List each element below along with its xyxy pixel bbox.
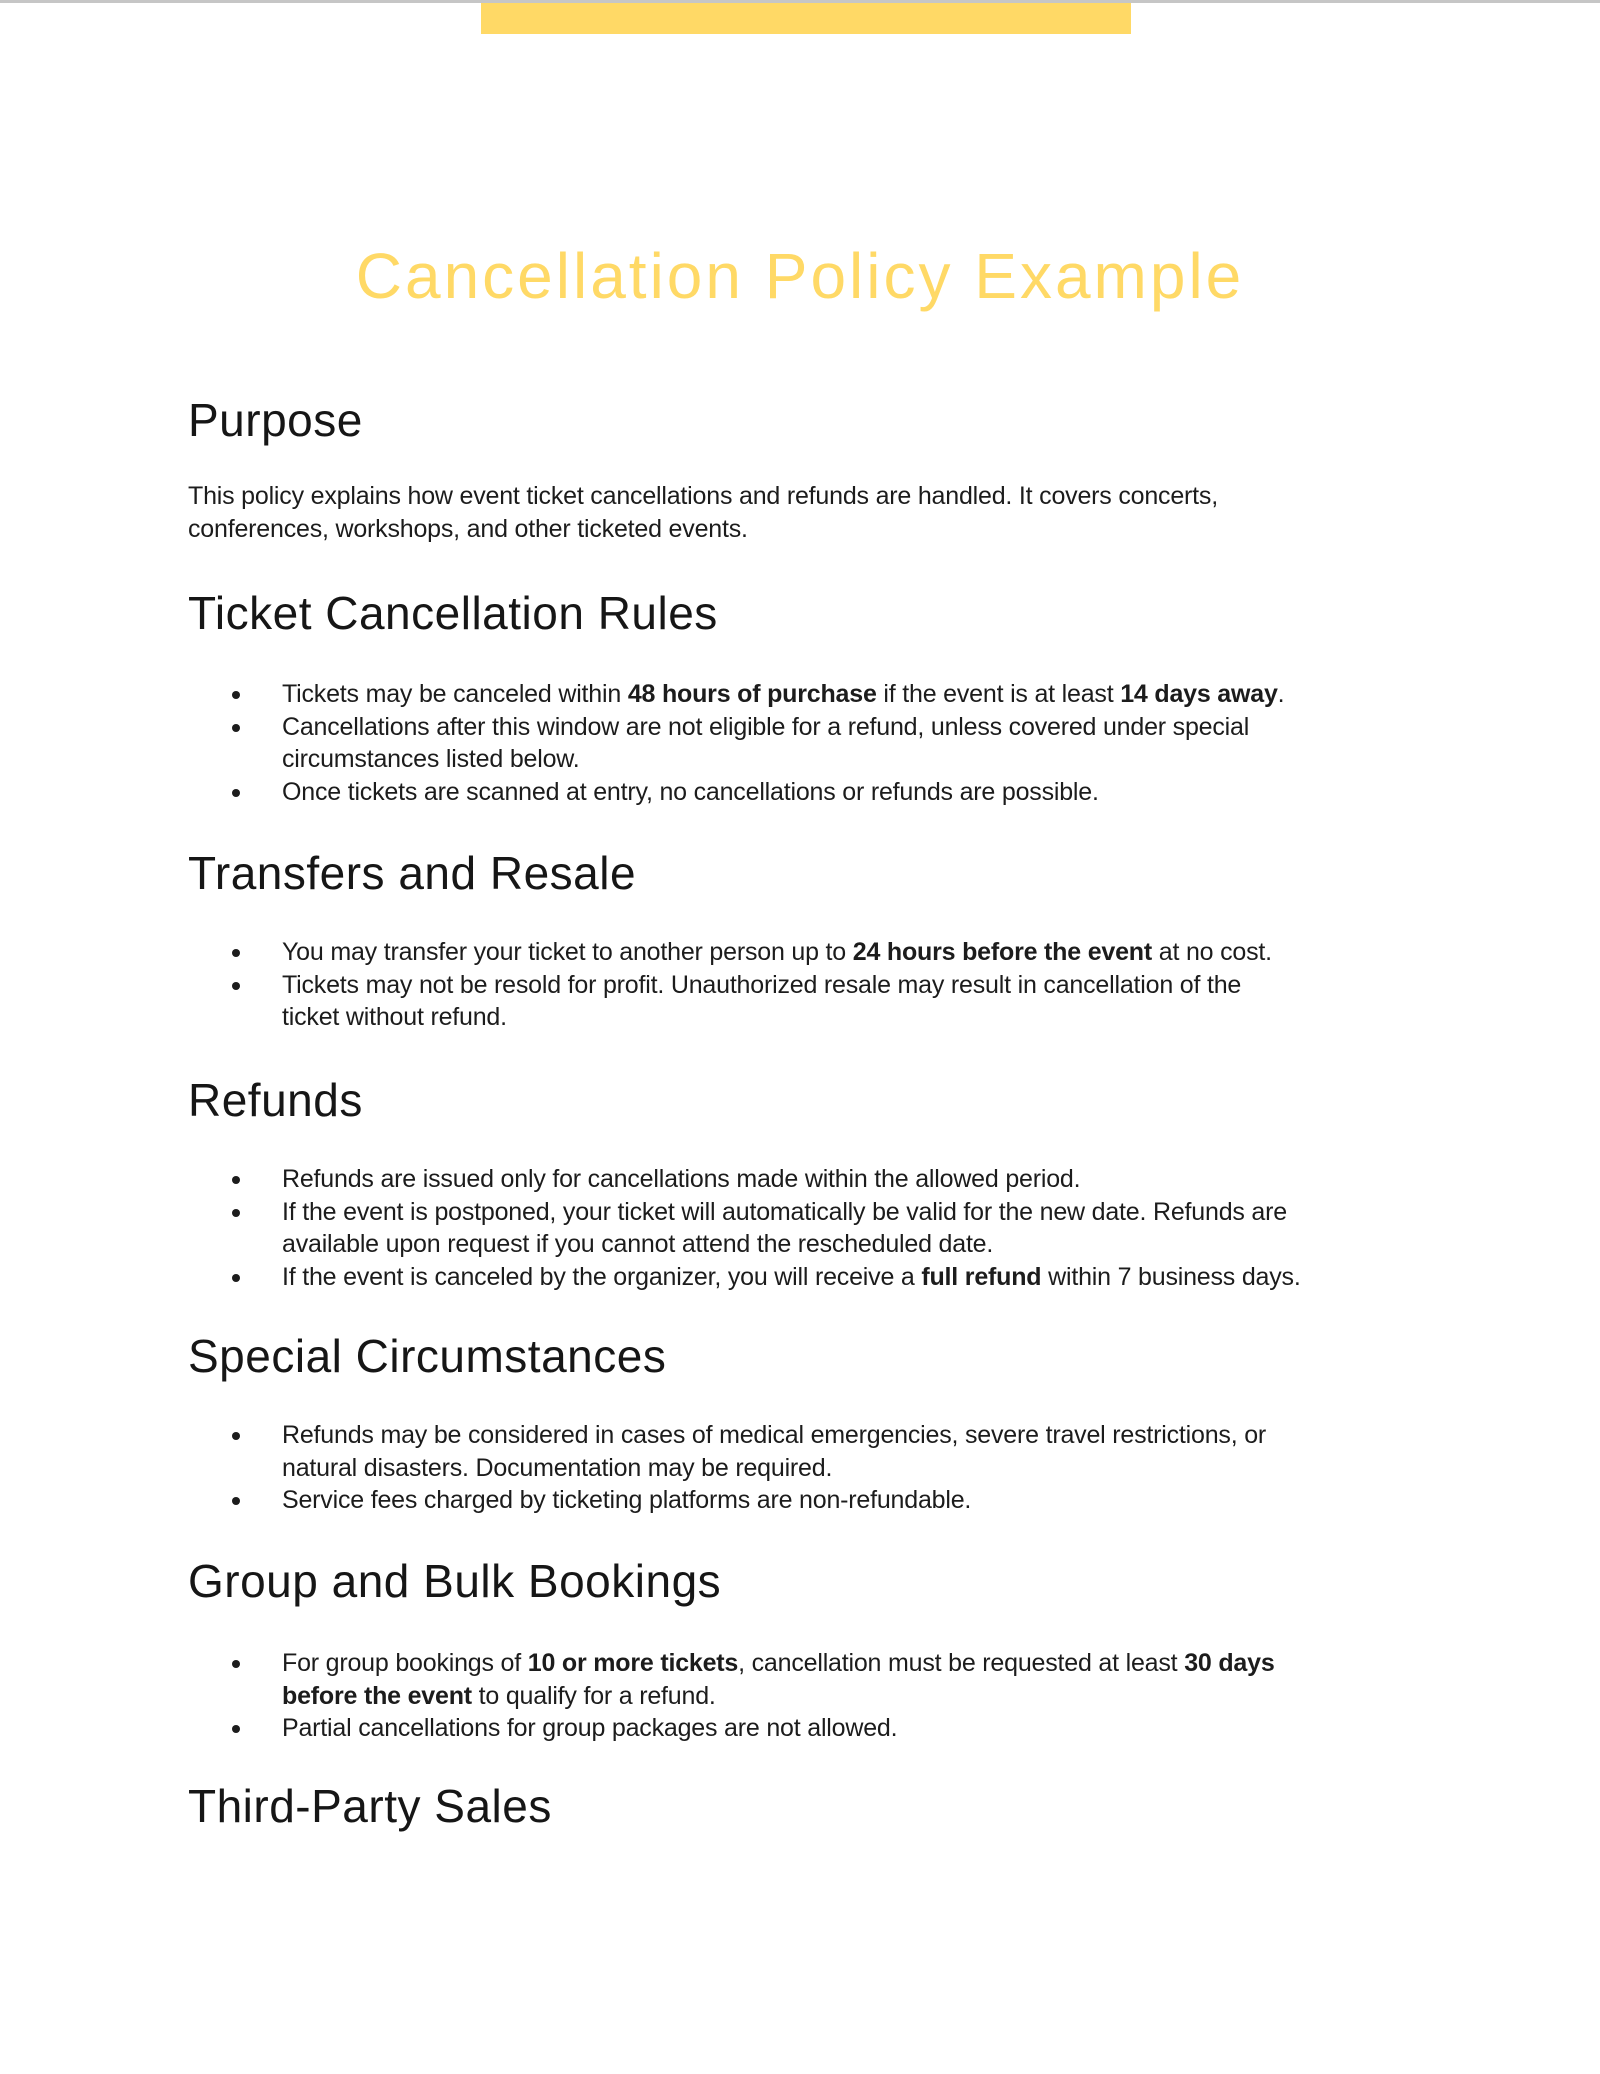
- body-text: ticket without refund.: [282, 1003, 507, 1031]
- body-text: , cancellation must be requested at least: [738, 1649, 1185, 1677]
- bullet-line: [282, 1001, 1540, 1034]
- body-text: at no cost.: [1152, 938, 1272, 966]
- body-text: This policy explains how event ticket cancellations and refunds are handled. It covers concerts,: [188, 482, 1218, 510]
- bold-text: full refund: [921, 1262, 1042, 1291]
- body-text: You may transfer your ticket to another person up to: [282, 938, 853, 966]
- body-text: to qualify for a refund.: [471, 1681, 716, 1710]
- bullet-line: [282, 1163, 1540, 1196]
- bullet-item: [188, 1712, 1540, 1745]
- section-heading-third-party-sales: Third-Party Sales: [188, 1780, 552, 1832]
- bullet-list: [188, 678, 1540, 808]
- body-text: Cancellations after this window are not eligible for a refund, unless covered under special: [282, 712, 1250, 741]
- body-text: .: [1277, 680, 1285, 708]
- bullet-item: [188, 1163, 1540, 1196]
- bullet-line: [282, 1712, 1540, 1745]
- bullet-item: [188, 1484, 1540, 1517]
- bullet-marker: [232, 1209, 240, 1217]
- bullet-line: [282, 1196, 1540, 1229]
- section-paragraph: [188, 480, 1500, 545]
- bullet-line: [282, 1647, 1540, 1680]
- bullet-marker: [232, 1660, 240, 1668]
- body-text: For group bookings of: [282, 1649, 528, 1677]
- bullet-item: [188, 1419, 1540, 1484]
- body-text: available upon request if you cannot attend the rescheduled date.: [282, 1230, 994, 1258]
- bullet-marker: [232, 789, 240, 797]
- bullet-item: [188, 678, 1540, 711]
- section-heading-transfers-and-resale: Transfers and Resale: [188, 847, 637, 899]
- bullet-line: [282, 1484, 1540, 1517]
- bullet-line: [282, 969, 1540, 1002]
- body-text: Tickets may be canceled within: [282, 680, 628, 708]
- body-text: If the event is canceled by the organizer, you will receive a: [282, 1262, 922, 1291]
- bullet-item: [188, 1261, 1540, 1294]
- bullet-line: [282, 711, 1540, 744]
- bullet-marker: [232, 1274, 240, 1282]
- section-heading-special-circumstances: Special Circumstances: [188, 1330, 667, 1382]
- title-accent-bar: [481, 3, 1131, 34]
- bold-text: 14 days away: [1120, 680, 1278, 708]
- bullet-list: [188, 936, 1540, 1034]
- bullet-line: [282, 936, 1540, 969]
- bullet-item: [188, 1196, 1540, 1261]
- body-text: circumstances listed below.: [282, 745, 580, 773]
- body-text: If the event is postponed, your ticket will automatically be valid for the new date. Refunds are: [282, 1197, 1287, 1226]
- bullet-marker: [232, 1432, 240, 1440]
- bullet-line: [282, 1680, 1540, 1713]
- bullet-line: [282, 1228, 1540, 1261]
- body-text: Service fees charged by ticketing platforms are non-refundable.: [282, 1486, 972, 1514]
- bullet-marker: [232, 691, 240, 699]
- bullet-item: [188, 969, 1540, 1034]
- body-text: Once tickets are scanned at entry, no cancellations or refunds are possible.: [282, 777, 1099, 806]
- bullet-line: [282, 1261, 1540, 1294]
- paragraph-line: [188, 513, 1500, 546]
- bullet-marker: [232, 1497, 240, 1505]
- bold-text: 30 days: [1184, 1649, 1275, 1677]
- bullet-marker: [232, 724, 240, 732]
- body-text: Tickets may not be resold for profit. Unauthorized resale may result in cancellation of the: [282, 970, 1242, 999]
- bullet-item: [188, 711, 1540, 776]
- paragraph-line: [188, 480, 1500, 513]
- bold-text: before the event: [282, 1681, 472, 1710]
- bold-text: 24 hours before the event: [852, 938, 1152, 966]
- document-title: Cancellation Policy Example: [355, 240, 1245, 312]
- body-text: if the event is at least: [876, 680, 1121, 708]
- body-text: within 7 business days.: [1041, 1262, 1301, 1291]
- body-text: Refunds are issued only for cancellations made within the allowed period.: [282, 1165, 1081, 1193]
- bold-text: 10 or more tickets: [527, 1649, 739, 1677]
- section-heading-refunds: Refunds: [188, 1074, 363, 1126]
- bullet-list: [188, 1419, 1540, 1517]
- bullet-line: [282, 1452, 1540, 1485]
- bullet-line: [282, 1419, 1540, 1452]
- bullet-list: [188, 1163, 1540, 1293]
- bullet-item: [188, 776, 1540, 809]
- bullet-item: [188, 936, 1540, 969]
- section-heading-group-and-bulk-bookings: Group and Bulk Bookings: [188, 1555, 722, 1607]
- bullet-marker: [232, 1176, 240, 1184]
- bullet-item: [188, 1647, 1540, 1712]
- bullet-marker: [232, 1725, 240, 1733]
- bold-text: 48 hours of purchase: [627, 680, 877, 708]
- bullet-line: [282, 743, 1540, 776]
- body-text: natural disasters. Documentation may be required.: [282, 1453, 833, 1482]
- body-text: conferences, workshops, and other ticketed events.: [188, 514, 748, 543]
- bullet-line: [282, 776, 1540, 809]
- bullet-marker: [232, 949, 240, 957]
- section-heading-purpose: Purpose: [188, 394, 363, 446]
- section-heading-ticket-cancellation-rules: Ticket Cancellation Rules: [188, 587, 718, 639]
- bullet-marker: [232, 982, 240, 990]
- body-text: Partial cancellations for group packages are not allowed.: [282, 1714, 898, 1742]
- bullet-list: [188, 1647, 1540, 1745]
- bullet-line: [282, 678, 1540, 711]
- body-text: Refunds may be considered in cases of medical emergencies, severe travel restrictions, or: [282, 1421, 1267, 1449]
